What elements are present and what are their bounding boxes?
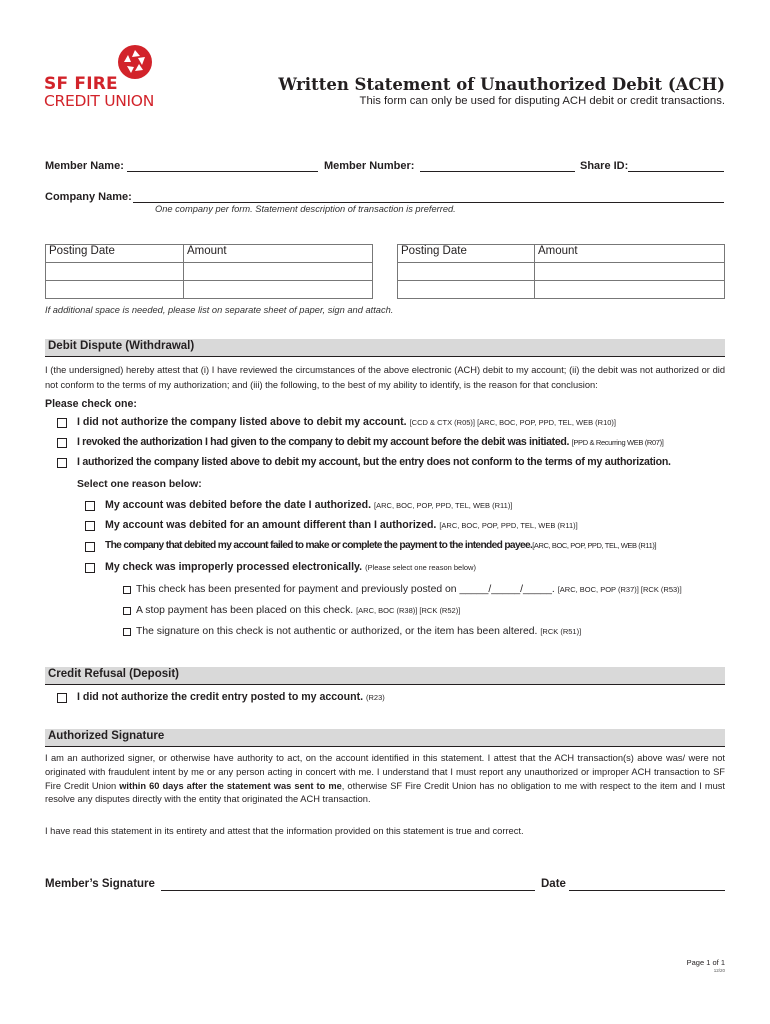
company-note: One company per form. Statement description of transaction is preferred. <box>155 204 456 214</box>
revision-date: 12/20 <box>713 968 725 973</box>
check-reason-3: The signature on this check is not authentic or authorized, or the item has been altered. [RCK (R51)] <box>136 626 582 637</box>
table-note: If additional space is needed, please list on separate sheet of paper, sign and attach. <box>45 305 394 315</box>
check-reason-2-checkbox[interactable] <box>123 607 131 615</box>
reason-4: My check was improperly processed electronically. (Please select one reason below) <box>105 561 476 573</box>
check-reason-2: A stop payment has been placed on this check. [ARC, BOC (R38)] [RCK (R52)] <box>136 605 461 616</box>
share-id-label: Share ID: <box>580 160 629 172</box>
option-2-checkbox[interactable] <box>57 438 67 448</box>
member-name-label: Member Name: <box>45 160 124 172</box>
reason-1: My account was debited before the date I authorized. [ARC, BOC, POP, PPD, TEL, WEB (R11)] <box>105 499 513 511</box>
check-reason-1-checkbox[interactable] <box>123 586 131 594</box>
reason-2-checkbox[interactable] <box>85 521 95 531</box>
option-1-checkbox[interactable] <box>57 418 67 428</box>
posting-table-left <box>45 244 373 299</box>
option-3: I authorized the company listed above to debit my account, but the entry does not conform to the terms of my authorization. <box>77 456 671 468</box>
member-signature-label: Member’s Signature <box>45 878 155 890</box>
debit-dispute-heading: Debit Dispute (Withdrawal) <box>45 339 725 357</box>
option-1: I did not authorize the company listed above to debit my account. [CCD & CTX (R05)] [ARC, BOC, POP, PPD, TEL, WEB (R10)] <box>77 416 617 428</box>
member-name-field[interactable] <box>127 171 318 172</box>
company-name-field[interactable] <box>133 202 724 203</box>
amount-cell[interactable] <box>535 263 725 281</box>
posting-date-cell[interactable] <box>46 281 184 299</box>
check-reason-3-checkbox[interactable] <box>123 628 131 636</box>
logo-line1: SF FIRE <box>44 74 118 94</box>
posting-date-cell[interactable] <box>46 263 184 281</box>
option-3-checkbox[interactable] <box>57 458 67 468</box>
date-field[interactable] <box>569 890 725 891</box>
authorized-signature-heading: Authorized Signature <box>45 729 725 747</box>
posting-date-cell[interactable] <box>398 281 535 299</box>
page-title: Written Statement of Unauthorized Debit (ACH) <box>278 75 725 94</box>
date-label: Date <box>541 878 566 890</box>
amount-cell[interactable] <box>184 263 373 281</box>
amount-header: Amount <box>184 245 373 263</box>
posting-date-header: Posting Date <box>398 245 535 263</box>
reason-3-checkbox[interactable] <box>85 542 95 552</box>
reason-3: The company that debited my account failed to make or complete the payment to the intended payee.[ARC, BOC, POP, PPD, TEL, WEB (R11)] <box>105 540 657 551</box>
read-statement-text: I have read this statement in its entirety and attest that the information provided on this statement is true and correct. <box>45 826 524 836</box>
logo <box>44 44 174 110</box>
reason-1-checkbox[interactable] <box>85 501 95 511</box>
amount-cell[interactable] <box>535 281 725 299</box>
please-check-one: Please check one: <box>45 398 137 410</box>
check-reason-1: This check has been presented for payment and previously posted on _____/_____/_____. [ARC, BOC, POP (R37)] [RCK (R53)] <box>136 584 682 595</box>
credit-refusal-heading: Credit Refusal (Deposit) <box>45 667 725 685</box>
posting-table-right <box>397 244 725 299</box>
member-signature-field[interactable] <box>161 890 535 891</box>
credit-option-checkbox[interactable] <box>57 693 67 703</box>
page-subtitle: This form can only be used for disputing ACH debit or credit transactions. <box>359 95 725 107</box>
option-2: I revoked the authorization I had given to the company to debit my account before the debit was initiated. [PPD & Recurring WEB (R07)] <box>77 436 664 448</box>
reason-4-checkbox[interactable] <box>85 563 95 573</box>
debit-attest-text: I (the undersigned) hereby attest that (i) I have reviewed the circumstances of the above electronic (ACH) debit to my account; (ii) the debit was not authorized or did not conform to the terms of my authorization; and (iii) the following, to the best of my ability to identify, is the reason for that conclusion: <box>45 365 725 390</box>
member-number-field[interactable] <box>420 171 575 172</box>
member-number-label: Member Number: <box>324 160 415 172</box>
credit-option: I did not authorize the credit entry posted to my account. (R23) <box>77 691 385 703</box>
select-one-reason: Select one reason below: <box>77 479 202 490</box>
reason-2: My account was debited for an amount different than I authorized. [ARC, BOC, POP, PPD, TEL, WEB (R11)] <box>105 519 578 531</box>
amount-cell[interactable] <box>184 281 373 299</box>
page-number: Page 1 of 1 <box>686 958 725 967</box>
company-name-label: Company Name: <box>45 191 132 203</box>
logo-line2: CREDIT UNION <box>44 92 154 110</box>
posting-date-cell[interactable] <box>398 263 535 281</box>
share-id-field[interactable] <box>628 171 724 172</box>
aperture-logo-icon <box>117 44 153 80</box>
posting-date-header: Posting Date <box>46 245 184 263</box>
authorized-signer-text: I am an authorized signer, or otherwise have authority to act, on the account identified in this statement. I attest that the ACH transaction(s) above was/ were not originated with fraudulent intent by me or any person acting in concert with me. I understand that I must report any unauthorized or improper ACH transaction to SF Fire Credit Union within 60 days after the statement was sent to me, otherwise SF Fire Credit Union has no obligation to me with respect to the item and I must resolve any disputes directly with the entity that originated the ACH transaction. <box>45 753 725 805</box>
amount-header: Amount <box>535 245 725 263</box>
